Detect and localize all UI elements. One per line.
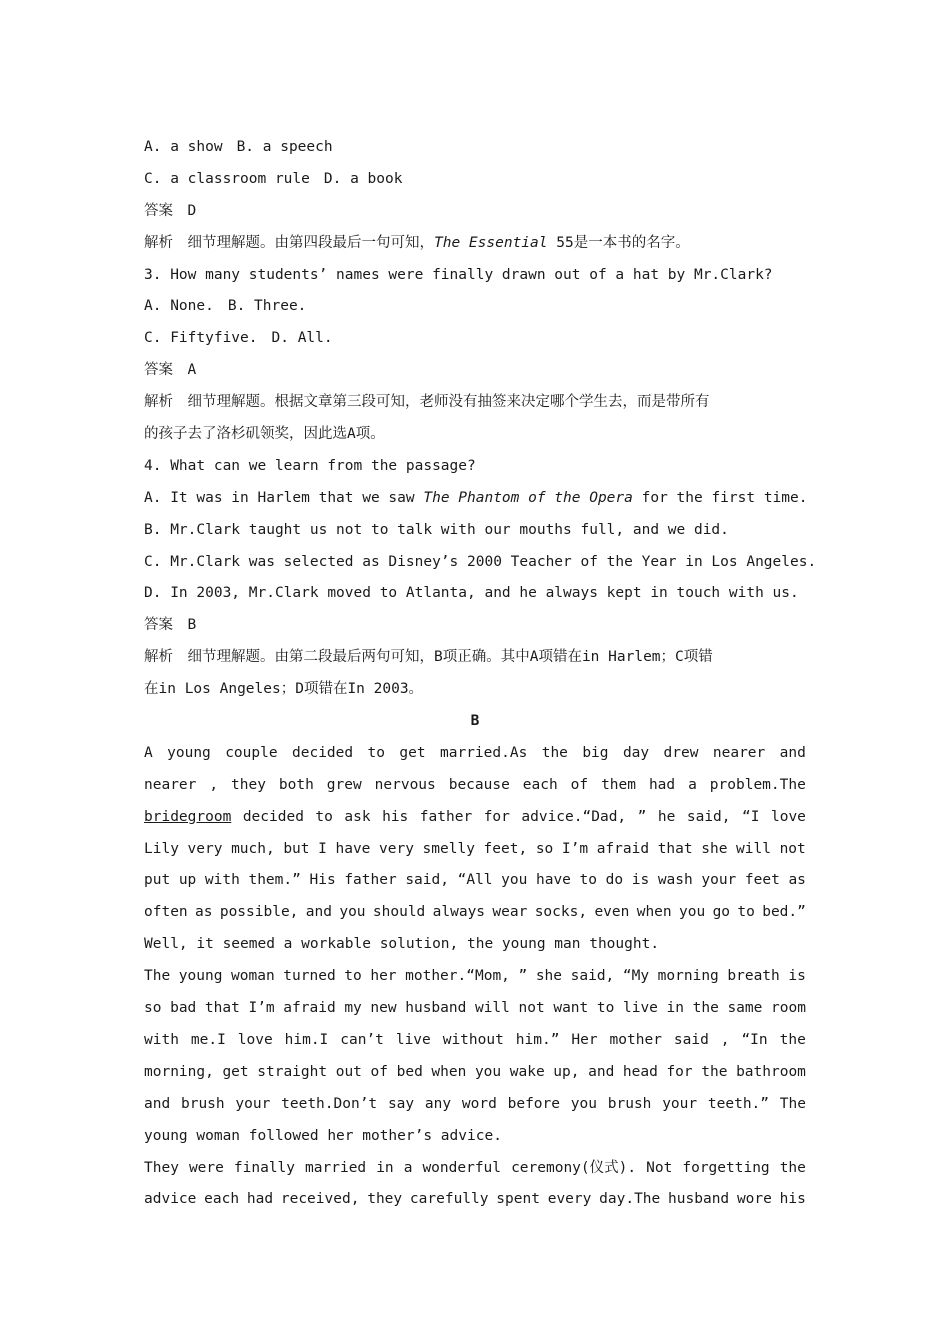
q4-answer: 答案 B <box>144 617 197 634</box>
para2-line2 <box>144 993 806 1025</box>
word: every <box>547 1191 592 1208</box>
word: you <box>570 1095 597 1112</box>
word: to <box>596 1000 615 1017</box>
para1-line4 <box>144 834 806 866</box>
word: The <box>144 968 171 985</box>
word: father <box>419 808 473 825</box>
word: can’t <box>340 1031 384 1048</box>
word: always <box>432 904 486 921</box>
word: smelly <box>422 840 475 857</box>
para2-line6: young woman followed her mother’s advice. <box>144 1127 502 1144</box>
para1-line6 <box>144 897 806 929</box>
word: both <box>278 776 314 793</box>
word: the <box>692 1000 719 1017</box>
word: as <box>788 872 806 889</box>
word: he <box>657 808 676 825</box>
word: new <box>370 1000 397 1017</box>
word: room <box>771 1000 806 1017</box>
q2-options-cd <box>144 164 806 196</box>
word: not <box>518 1000 545 1017</box>
word: decided <box>292 744 354 761</box>
q2-option-a: A. a show <box>144 139 223 155</box>
word: of <box>570 776 589 793</box>
section-heading: B <box>470 713 480 730</box>
para3-line1 <box>144 1153 806 1185</box>
word: wore <box>736 1191 772 1208</box>
word: advice.“Dad, <box>521 808 627 825</box>
word: said, <box>405 872 449 889</box>
q3-option-d: D. All. <box>271 330 333 347</box>
word: that <box>204 1000 240 1017</box>
word: couple <box>225 744 278 761</box>
word: as <box>195 904 213 921</box>
word: head <box>622 1063 658 1080</box>
word: but <box>283 840 310 857</box>
word: your <box>662 1095 698 1112</box>
word: brush <box>180 1095 225 1112</box>
word: my <box>344 1000 362 1017</box>
word: grew <box>326 776 362 793</box>
word: afraid <box>283 1000 336 1017</box>
word: teeth.Don’t <box>281 1095 378 1112</box>
word: up, <box>553 1063 580 1080</box>
word: will <box>736 840 771 857</box>
word: had <box>246 1191 274 1208</box>
word: them.” <box>248 872 301 889</box>
word: up <box>178 872 197 889</box>
word: young <box>178 968 223 985</box>
word: say <box>387 1095 415 1112</box>
document-page <box>144 132 817 1216</box>
word: before <box>507 1095 560 1112</box>
word: A <box>144 744 153 761</box>
word: each <box>522 776 558 793</box>
word: nervous <box>374 776 436 793</box>
word: want <box>553 1000 589 1017</box>
word: breath <box>727 968 780 985</box>
word: because <box>448 776 510 793</box>
word: get <box>399 744 426 761</box>
word: received, <box>280 1191 360 1208</box>
word: spent <box>496 1191 540 1208</box>
q3-option-c: C. Fiftyfive. <box>144 330 258 347</box>
word: morning, <box>144 1063 214 1080</box>
q3-analysis-line1: 解析 细节理解题。根据文章第三段可知，老师没有抽签来决定哪个学生去，而是带所有 <box>144 394 710 411</box>
q2-analysis-end: 55是一本书的名字。 <box>547 234 690 251</box>
word: The <box>779 1095 806 1112</box>
word: do <box>605 872 624 889</box>
word: go <box>712 904 731 921</box>
word: husband <box>405 1000 467 1017</box>
word: should <box>372 904 426 921</box>
para1-line3 <box>144 802 806 834</box>
word: “My <box>622 968 650 985</box>
word: the <box>541 744 568 761</box>
word: bathroom <box>736 1063 806 1080</box>
word: word <box>461 1095 497 1112</box>
q2-analysis-text: 解析 细节理解题。由第四段最后一句可知， <box>144 234 434 251</box>
word: “I <box>742 808 760 825</box>
word: for <box>666 1063 693 1080</box>
word: ask <box>344 808 371 825</box>
word: live <box>395 1031 431 1048</box>
q4-option-c: C. Mr.Clark was selected as Disney’s 2000 Teacher of the Year in Los Angeles. <box>144 553 817 570</box>
word: his <box>382 808 409 825</box>
word: ” <box>637 808 647 825</box>
word: Not <box>646 1159 673 1176</box>
word: put <box>144 872 171 889</box>
word: finally <box>233 1159 296 1176</box>
q4-analysis-line2: 在in Los Angeles；D项错在In 2003。 <box>144 681 424 698</box>
word: bad <box>170 1000 197 1017</box>
word: wear <box>492 904 528 921</box>
word: have <box>335 840 371 857</box>
word: father <box>344 872 397 889</box>
word: “In <box>741 1031 768 1048</box>
word: husband <box>668 1191 730 1208</box>
word: I’m <box>248 1000 275 1017</box>
word: will <box>474 1000 510 1017</box>
word: , <box>720 1031 730 1048</box>
q4-option-a <box>144 483 806 515</box>
word: to <box>579 872 597 889</box>
q4-analysis-line1: 解析 细节理解题。由第二段最后两句可知，B项正确。其中A项错在in Harlem；C项错 <box>144 649 713 666</box>
word: love <box>770 808 806 825</box>
word: and <box>144 1095 171 1112</box>
word: Lily <box>144 840 179 857</box>
word: the <box>701 1063 728 1080</box>
underlined-word: bridegroom <box>144 808 232 825</box>
word: each <box>204 1191 240 1208</box>
q2-book-title: The Essential <box>434 234 548 251</box>
word: said <box>673 1031 709 1048</box>
para3-line2 <box>144 1184 806 1216</box>
word: when <box>636 904 672 921</box>
q3-question: 3. How many students’ names were finally drawn out of a hat by Mr.Clark? <box>144 266 773 283</box>
word: love <box>237 1031 273 1048</box>
word: the <box>779 1031 806 1048</box>
q3-answer: 答案 A <box>144 362 197 379</box>
word: afraid <box>596 840 650 857</box>
word: them <box>601 776 636 793</box>
para2-line5 <box>144 1089 806 1121</box>
word: for <box>483 808 510 825</box>
word: often <box>144 904 188 921</box>
word: and <box>779 744 806 761</box>
word: They <box>144 1159 179 1176</box>
word: said, <box>686 808 731 825</box>
q2-answer: 答案 D <box>144 202 197 219</box>
q2-option-c: C. a classroom rule <box>144 170 310 187</box>
word: a <box>403 1159 413 1176</box>
word: woman <box>231 968 275 985</box>
word: married <box>305 1159 367 1176</box>
word: “All <box>457 872 493 889</box>
word: your <box>701 872 737 889</box>
word: turned <box>283 968 336 985</box>
word: even <box>594 904 630 921</box>
word: morning <box>657 968 719 985</box>
word: same <box>727 1000 763 1017</box>
word: straight <box>257 1063 328 1080</box>
word: a <box>688 776 697 793</box>
word: and <box>588 1063 615 1080</box>
word: out <box>335 1063 362 1080</box>
word: much, <box>231 840 275 857</box>
word: is <box>631 872 650 889</box>
word: his <box>779 1191 806 1208</box>
word: decided <box>242 808 304 825</box>
word: wash <box>657 872 693 889</box>
word: have <box>535 872 571 889</box>
para2-line4 <box>144 1057 806 1089</box>
q3-option-a: A. None. <box>144 298 214 315</box>
para2-line1 <box>144 961 806 993</box>
word: get <box>222 1063 249 1080</box>
word: in <box>666 1000 684 1017</box>
word: she <box>701 840 728 857</box>
word: so <box>144 1000 162 1017</box>
word: nearer <box>144 776 197 793</box>
word: nearer <box>712 744 766 761</box>
word: the <box>779 1159 806 1176</box>
word: to <box>737 904 755 921</box>
q2-analysis <box>144 228 806 260</box>
word: possible, <box>219 904 299 921</box>
word: were <box>188 1159 224 1176</box>
word: I’m <box>561 840 589 857</box>
word: Her <box>571 1031 598 1048</box>
word: ceremony(仪式). <box>511 1159 637 1176</box>
word: live <box>622 1000 658 1017</box>
para1-line5 <box>144 865 806 897</box>
word: forgetting <box>682 1159 770 1176</box>
word: wonderful <box>422 1159 502 1176</box>
word: I <box>318 840 327 857</box>
word: socks, <box>534 904 588 921</box>
word: young <box>167 744 211 761</box>
word: of <box>370 1063 388 1080</box>
q4-opera-title: The Phantom of the Opera <box>423 489 633 506</box>
word: problem.The <box>709 776 806 793</box>
word: is <box>788 968 806 985</box>
word: without <box>442 1031 504 1048</box>
word: and <box>305 904 332 921</box>
word: you <box>679 904 706 921</box>
word: to <box>367 744 385 761</box>
word: drew <box>663 744 699 761</box>
q4-option-a-end: for the first time. <box>632 489 808 506</box>
word: feet, <box>483 840 528 857</box>
word: brush <box>607 1095 652 1112</box>
word: had <box>648 776 676 793</box>
word: you <box>474 1063 502 1080</box>
word: that <box>657 840 693 857</box>
word: in <box>376 1159 394 1176</box>
word: they <box>367 1191 403 1208</box>
word: wake <box>509 1063 545 1080</box>
word: teeth.” <box>707 1095 770 1112</box>
word: me.I <box>190 1031 226 1048</box>
q4-option-a-text: A. It was in Harlem that we saw <box>144 489 424 506</box>
word: so <box>535 840 554 857</box>
para1-line1 <box>144 738 806 770</box>
word: said, <box>570 968 615 985</box>
q4-question: 4. What can we learn from the passage? <box>144 457 476 474</box>
word: His <box>309 872 336 889</box>
word: very <box>379 840 414 857</box>
word: to <box>315 808 333 825</box>
word: bed.” <box>762 904 806 921</box>
word: big <box>582 744 609 761</box>
word: not <box>779 840 806 857</box>
word: with <box>204 872 240 889</box>
q2-option-d: D. a book <box>323 170 403 187</box>
word: bed <box>396 1063 423 1080</box>
q3-analysis-line2: 的孩子去了洛杉矶领奖，因此选A项。 <box>144 426 385 443</box>
word: with <box>144 1031 179 1048</box>
q3-options-cd <box>144 323 806 355</box>
word: ” <box>518 968 528 985</box>
q3-option-b: B. Three. <box>227 298 307 315</box>
word: when <box>431 1063 467 1080</box>
word: , <box>209 776 219 793</box>
q2-options-ab <box>144 132 806 164</box>
word: her <box>370 968 397 985</box>
word: very <box>187 840 223 857</box>
word: any <box>424 1095 452 1112</box>
word: day <box>622 744 650 761</box>
word: to <box>344 968 362 985</box>
q2-option-b: B. a speech <box>236 139 333 155</box>
word: your <box>235 1095 271 1112</box>
word: you <box>501 872 528 889</box>
para1-line2 <box>144 770 806 802</box>
q4-option-b: B. Mr.Clark taught us not to talk with our mouths full, and we did. <box>144 521 729 538</box>
para1-line7: Well, it seemed a workable solution, the young man thought. <box>144 936 660 953</box>
word: advice <box>144 1191 197 1208</box>
word: mother.“Mom, <box>405 968 510 985</box>
word: she <box>535 968 563 985</box>
word: mother <box>609 1031 662 1048</box>
word: day.The <box>599 1191 661 1208</box>
word: him.I <box>284 1031 329 1048</box>
word: you <box>339 904 366 921</box>
word: feet <box>744 872 780 889</box>
word: carefully <box>409 1191 489 1208</box>
word: they <box>231 776 266 793</box>
para2-line3 <box>144 1025 806 1057</box>
word: married.As <box>440 744 528 761</box>
word: him.” <box>515 1031 560 1048</box>
q3-options-ab <box>144 291 806 323</box>
q4-option-d: D. In 2003, Mr.Clark moved to Atlanta, and he always kept in touch with us. <box>144 585 799 602</box>
